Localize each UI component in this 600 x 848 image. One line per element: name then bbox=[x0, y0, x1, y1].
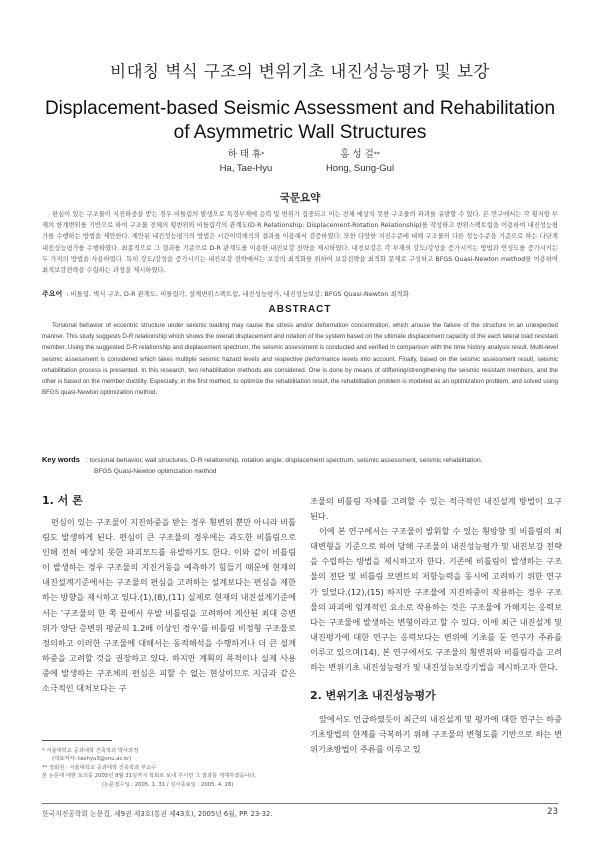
footnote-divider bbox=[42, 740, 112, 741]
author-1-name-kr: 하 태 휴 bbox=[227, 149, 262, 160]
section-1-paragraph-1-cont: 조물의 비틀림 자체를 고려할 수 있는 적극적인 내진설계 방법이 요구된다. bbox=[310, 496, 562, 522]
footnote-2: ** 정회원 · 서울대학교 공과대학 건축학과 부교수 bbox=[42, 764, 157, 771]
english-keywords-line1: : torsional behavior, wall structures, D-R relationship, rotation angle, displacement spectrum, seismic assessment, seismic rehabilitation, bbox=[85, 457, 483, 464]
paper-title-english bbox=[0, 97, 600, 145]
author-2-name-kr: 홍 성 걸 bbox=[340, 149, 374, 160]
korean-keywords-list: : 비틀림, 벽식 구조, D-R 관계도, 비틀림각, 설계변위스펙트럼, 내진성능평가, 내진성능보강, BFGS Quasi-Newton 최적화 bbox=[66, 290, 410, 298]
footnote-4: (논문접수일 : 2005. 1. 31 / 심사종료일 : 2005. 4. 28) bbox=[102, 781, 234, 788]
section-2-paragraph-1: 앞에서도 언급하였듯이 최근의 내진설계 및 평가에 대한 연구는 하중기초방법의 한계를 극복하기 위해 구조물의 변형도를 기반으로 하는 변위기초방법이 주류를 이루고 있 bbox=[310, 714, 562, 755]
author-2-name-en: Hong, Sung-Gul bbox=[325, 163, 395, 174]
korean-abstract-text: 편심이 있는 구조물이 지진하중을 받는 경우 비틀림의 발생으로 특정부재에 응력 및 변위가 집중되고 이는 전체 예상치 못한 구조물의 파괴를 유발할 수 있다. 본 연구에서는 각 횡저항 부재의 한계변위를 기반으로 하여 구조물 전체의 횡변위와 비틀림각의 관계도(D-R Relationship: Displacement-Rotation Relationship)를 작성하고 변위스펙트럼을 이용하여 내진성능평가를 수행하는 방법을 제안한다. 제안된 내진성능평가의 방법은 시간이력해석의 결과를 이용해서 검증하였다. 또한 다양한 지진수준에 대해 구조물의 다른 성능수준을 기준으로 하는 다단계 내진성능평가를 수행하였다. 최종적으로 그 결과를 기준으로 D-R 관계도를 이용한 내진보강 전략을 제시하였다. 내진보강은 각 부재의 강도/강성을 증가시키는 방법과 연성도를 증가시키는 두 가지의 방법을 사용하였다. 특히 강도/강성을 증가시키는 내진보강 전략에서는 보강의 최적화를 위하여 보강전략을 최적화 문제로 구성하고 BFGS Quasi-Newton method를 이용하여 최적보강전략을 수립하는 과정을 제시하였다. bbox=[42, 211, 558, 275]
journal-footer: 한국지진공학회 논문집, 제9권 제3호(통권 제43호), 2005년 6월, PP. 23-32. bbox=[42, 810, 273, 818]
footer-divider bbox=[42, 803, 558, 804]
english-keywords-line2: BFGS Quasi-Newton optimization method bbox=[94, 468, 217, 475]
author-1-name-en: Ha, Tae-Hyu bbox=[219, 163, 273, 174]
author-1 bbox=[186, 148, 306, 176]
author-2-mark: ** bbox=[373, 151, 380, 158]
english-abstract-text: Torsional behavior of eccentric structure under seismic loading may cause the stress and/or deformation concentration, which arouse the failure of the structure in an unexpected manner. This study suggests D-R relationship which shows the overall displacement and rotation of the system based on the ultimate displacement capacity of the each lateral load resistant member. Using the suggested D-R relationship and displacement spectrum, the seismic assessment is conducted and verified in comparison with the time history analysis result. Multi-level seismic assessment is considered which takes multiple seismic hazard levels and respective performance levels into account. Finally, based on the seismic assessment result, seismic rehabilitation process is presented. In this research, two rehabilitation methods are considered. One is done by means of stiffening/strengthening the seismic resistant members, and the other is based on the member ductility. Especially, in the first method, to optimize the rehabilitation result, the rehabilitation problem is modeled as an optimization problem, and solved using BFGS quasi-Newton optimization method. bbox=[42, 322, 558, 397]
body-column-right bbox=[310, 494, 562, 675]
page-number: 23 bbox=[547, 807, 558, 817]
abstract-heading: ABSTRACT bbox=[268, 304, 332, 315]
title-en-line1: Displacement-based Seismic Assessment and Rehabilitation bbox=[44, 98, 556, 119]
footnotes bbox=[42, 747, 296, 789]
english-keywords-label: Key words bbox=[42, 455, 80, 464]
footnote-1b: (대표저자: taehyu3@snu.ac.kr) bbox=[52, 756, 132, 763]
author-1-mark: * bbox=[261, 151, 265, 158]
section-1-paragraph-2: 이에 본 연구에서는 구조물이 발휘할 수 있는 횡방향 및 비틀림의 최대변형을 기준으로 하여 당해 구조물의 내진성능평가 및 내진보강 전략을 수립하는 방법을 제시하고자 한다. 기존에 비틀림이 발생하는 구조물의 전단 및 비틀림 모멘트의 저항능력을 동시에 고려하기 위한 연구가 있었다.(12),(15) 하지만 구조물에 지진하중이 작용하는 경우 구조물의 파괴에 임계적인 요소로 작용하는 것은 구조물에 가해지는 응력보다는 구조물에 발생하는 변형이라고 할 수 있다. 이에 최근 내진설계 및 내진평가에 대한 연구는 응력보다는 변위에 기초를 둔 연구가 주류를 이루고 있으며(14), 본 연구에서도 구조물의 횡변위와 비틀림각을 고려하는 변위기초 내진성능평가 및 내진성능보강기법을 제시하고자 한다. bbox=[310, 526, 562, 673]
footnote-1: * 서울대학교 공과대학 건축학과 박사과정 bbox=[42, 748, 139, 754]
english-keywords bbox=[42, 454, 558, 477]
korean-keywords-label: 주요어 bbox=[42, 290, 63, 298]
section-2-heading: 2. 변위기초 내진성능평가 bbox=[310, 689, 436, 702]
footnote-3: 본 논문에 대한 토의를 2005년 8월 31일까지 학회로 보내 주시면 그 결과를 게재하겠습니다. bbox=[42, 773, 257, 780]
body-column-left bbox=[42, 515, 296, 696]
korean-keywords bbox=[42, 289, 558, 299]
section-2-body bbox=[310, 712, 562, 757]
title-en-line2: of Asymmetric Wall Structures bbox=[173, 122, 427, 143]
section-1-heading: 1. 서 론 bbox=[42, 494, 83, 507]
section-1-paragraph-1: 편심이 있는 구조물이 지진하중을 받는 경우 횡변위 뿐만 아니라 비틀림도 발생하게 된다. 편심이 큰 구조물의 경우에는 과도한 비틀림으로 인해 전혀 예상치 못한 파괴모드를 유발하기도 한다. 이와 같이 비틀림이 발생하는 경우 구조물의 지진거동을 예측하기 힘들기 때문에 현재의 내진설계기준에서는 구조물의 편심을 고려하는 설계보다는 편심을 제한하는 방향을 제시하고 있다.(1),(8),(11) 실제로 현재의 내진설계기준에서는 '구조물의 한 쪽 끝에서 우발 비틀림을 고려하여 계산된 최대 층변위가 양단 층변위 평균의 1.2배 이상인 경우'를 비틀림 비정형 구조물로 정의하고 이러한 구조물에 대해서는 동적해석을 수행하거나 더 큰 설계하중을 고려할 것을 권장하고 있다. 하지만 계획의 목적이나 실제 사용 중에 발생하는 구조체의 편심은 피할 수 없는 현상이므로 지금과 같은 소극적인 대처보다는 구 bbox=[42, 517, 296, 694]
author-2 bbox=[300, 148, 420, 176]
paper-title-korean: 비대칭 벽식 구조의 변위기초 내진성능평가 및 보강 bbox=[110, 62, 490, 81]
korean-abstract-heading: 국문요약 bbox=[279, 192, 321, 204]
